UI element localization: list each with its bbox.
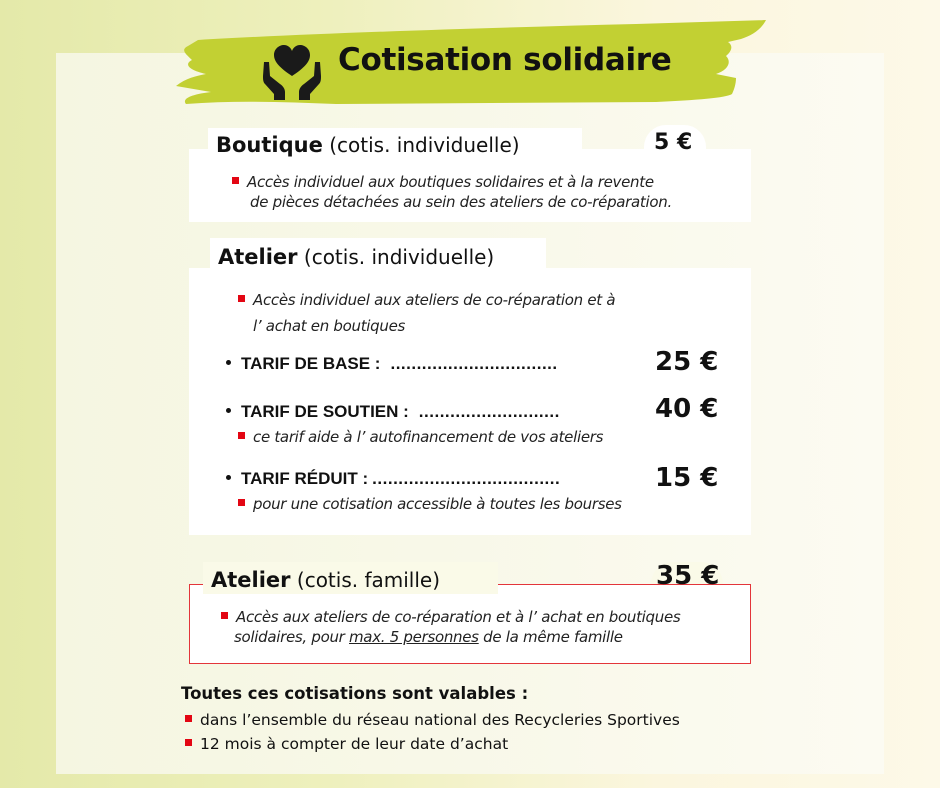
bullet-dot-icon xyxy=(226,475,231,480)
atelier-individuel-description: Accès individuel aux ateliers de co-réparation et à l’ achat en boutiques xyxy=(238,287,615,339)
rate-base-price: 25 € xyxy=(655,347,719,377)
validity-item: dans l’ensemble du réseau national des Recycleries Sportives xyxy=(185,711,680,729)
validity-item: 12 mois à compter de leur date d’achat xyxy=(185,735,508,753)
rate-reduit-note: pour une cotisation accessible à toutes les bourses xyxy=(238,495,622,513)
red-bullet-icon xyxy=(238,295,245,302)
max-persons-highlight: max. 5 personnes xyxy=(349,628,479,646)
boutique-type: (cotis. individuelle) xyxy=(329,133,520,157)
atelier-individuel-type: (cotis. individuelle) xyxy=(303,245,495,269)
atelier-famille-type: (cotis. famille) xyxy=(296,568,441,592)
atelier-famille-description: Accès aux ateliers de co-réparation et à l’ achat en boutiques solidaires, pour max. 5 personnes de la même famille xyxy=(221,607,680,647)
boutique-heading xyxy=(208,128,582,158)
boutique-name: Boutique xyxy=(216,133,323,157)
rate-reduit: TARIF RÉDUIT : .................................... xyxy=(226,469,560,489)
bullet-dot-icon xyxy=(226,360,231,365)
red-bullet-icon xyxy=(185,739,192,746)
red-bullet-icon xyxy=(185,715,192,722)
red-bullet-icon xyxy=(238,499,245,506)
rate-reduit-price: 15 € xyxy=(655,463,719,493)
rate-soutien: TARIF DE SOUTIEN : ........................... xyxy=(226,402,560,422)
heart-in-hands-icon xyxy=(260,42,324,102)
atelier-famille-name: Atelier xyxy=(211,568,291,592)
rate-soutien-note: ce tarif aide à l’ autofinancement de vos ateliers xyxy=(238,428,603,446)
rate-soutien-price: 40 € xyxy=(655,394,719,424)
boutique-description: Accès individuel aux boutiques solidaires et à la revente de pièces détachées au sein des ateliers de co-réparation. xyxy=(232,172,672,212)
red-bullet-icon xyxy=(221,612,228,619)
bullet-dot-icon xyxy=(226,408,231,413)
title-banner xyxy=(176,12,768,104)
atelier-individuel-name: Atelier xyxy=(218,245,298,269)
red-bullet-icon xyxy=(238,432,245,439)
atelier-individuel-heading xyxy=(210,238,546,270)
atelier-famille-price: 35 € xyxy=(656,561,720,591)
boutique-price: 5 € xyxy=(654,130,693,155)
banner-title: Cotisation solidaire xyxy=(338,42,672,78)
atelier-famille-heading xyxy=(203,562,498,594)
red-bullet-icon xyxy=(232,177,239,184)
validity-heading: Toutes ces cotisations sont valables : xyxy=(181,684,529,703)
rate-base: TARIF DE BASE : ................................ xyxy=(226,354,558,374)
